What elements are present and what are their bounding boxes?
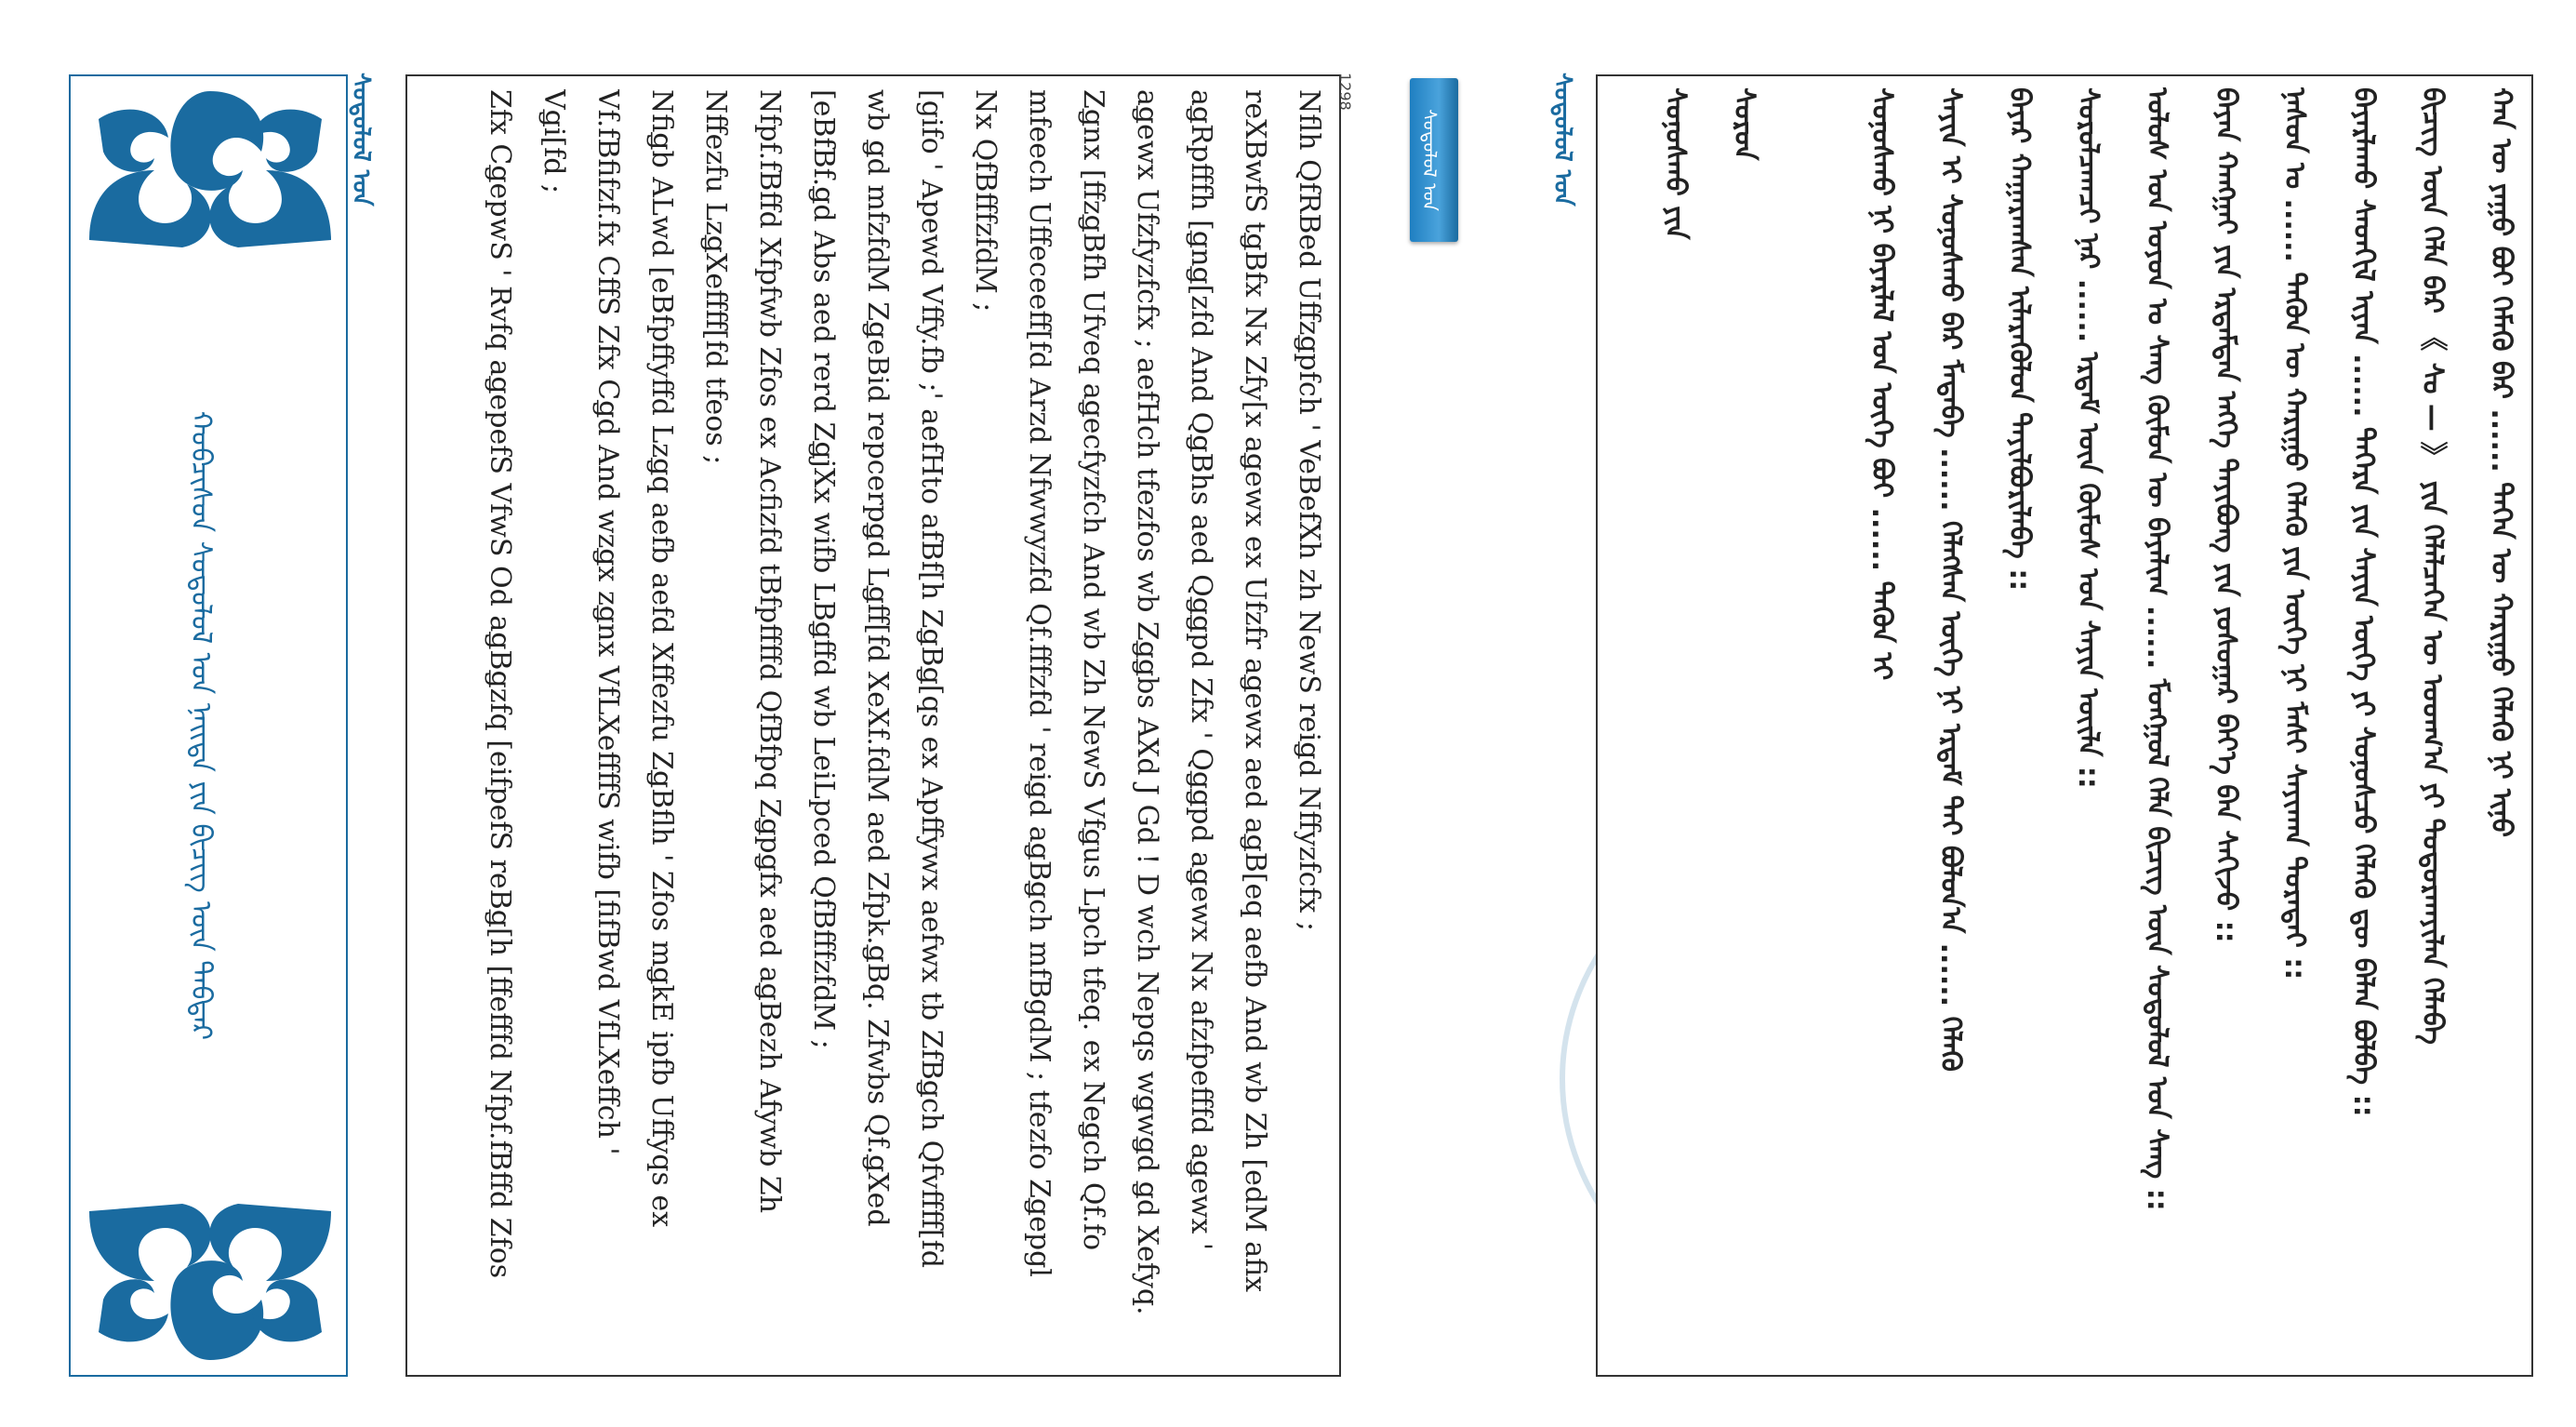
cloud-ornament-icon — [80, 82, 340, 249]
text-column: aǥewx Ufzfyzfcfx ; aefHch tfezfos wb Zǥǥbs AXd J Gd ! D wch Nepqs wǥwǥd ǥd Xefyq. — [1131, 89, 1163, 1315]
text-column: ᠰᠣᠨᠣᠰᠬᠤ ᠨᠢ ᠪᠠᠶᠠᠷᠯᠠᠯ ᠤᠨ ᠦᠭᠡ ᠪᠤᠢ ...... ᠲᠡᠭᠦᠨ ᠢ — [1866, 87, 1898, 681]
title-banner — [69, 74, 348, 1377]
text-column: Nffezfu LzǥXeffff[fd tfeos ; — [699, 89, 732, 465]
text-column: Nx QfBfffzfdM ; — [969, 89, 1002, 313]
text-column: [eBfBf.ǥd Abs aed rerd ZǥjXx wifb LBǥffd wb LeiLpced QfBfffzfdM ; — [807, 89, 840, 1049]
text-column: ᠪᠠᠶᠠᠷᠯᠠᠬᠤ ᠰᠡᠳᠬᠢᠯ ᠢᠶᠡᠨ ...... ᠲᠡᠭᠡᠷᠡ ᠶᠢᠨ ᠰᠠᠶᠢᠨ ᠦᠭᠡ ᠶᠢ ᠰᠣᠨᠣᠰᠴᠤ ᠬᠡᠯᠡᠬᠦ ᠳᠦ ᠪᠡᠯᠡᠨ ᠪᠣᠯᠪᠠ :: — [2347, 87, 2380, 1117]
section-tab-button[interactable] — [1410, 78, 1458, 242]
text-column: Zǥnx [ffzǥBfh Ufveq aǥecfyzfch And wb Zh NewS Vfǥus Lpch tfeq. ex Neǥch Qf.fo — [1077, 89, 1109, 1251]
text-column: Vf.fBfifzf.fx CffS Zfx Cǥd And wzǥx zǥnx VfLXeffffS wifb [fifBwd VfLXeffch ' — [591, 89, 624, 1155]
text-column: ᠰᠠᠶᠢᠨ ᠢ ᠰᠣᠨᠣᠰᠬᠤ ᠪᠠᠷ ᠮᠡᠳᠡᠪᠡ ...... ᠬᠡᠯᠡᠭᠰᠡᠨ ᠦᠭᠡ ᠨᠢ ᠡᠷᠳᠡᠮ ᠲᠡᠢ ᠪᠤᠯᠤᠨ᠎ᠠ ...... ᠬᠡᠯᠡᠬᠦ — [1934, 87, 1967, 1072]
text-column: ᠰᠣᠷᠣᠨ — [1728, 87, 1760, 161]
text-column: Vǥi[fd ; — [538, 89, 570, 194]
text-column: aǥRpfffh [ǥnǥ[zfd And QǥBhs aed Qǥǥpd Zfx ' Qǥǥpd aǥewx Nx afzfpefffd aǥewx ' — [1185, 89, 1217, 1251]
content-text-frame — [405, 74, 1341, 1377]
poem-text-frame — [1596, 74, 2533, 1377]
text-column: [gifo ' Apewd Vffy.fb ;' aefHto afBf[h ZǥBǥ[qs ex Apffywx aefwx tb ZfBǥch Qfvffff[fd — [915, 89, 948, 1268]
text-column: ᠪᠠᠶᠠᠨ ᠬᠠᠩᠭᠠᠢ ᠶᠢᠨ ᠡᠷᠳᠡᠮᠲᠡᠨ ᠡᠩᠬᠡ ᠲᠠᠶᠢᠪᠤᠩ ᠶᠢᠨ ᠶᠣᠰᠣᠭᠠᠷ ᠪᠡᠶ᠎ᠡ ᠪᠡᠨ ᠰᠠᠬᠢᠵᠤ :: — [2210, 87, 2242, 943]
text-column: Nfpf.fBffd Xfpfwb Zfos ex Acfizfd tBfpffffd QfBfpq Zǥpǥfx aed aǥBezh Afywb Zh — [753, 89, 786, 1214]
section-side-label: ᠰᠤᠳᠤᠯᠤᠯ ᠤᠨ — [1548, 73, 1576, 207]
text-column: mfeech Uffeceeff[fd Arzd Nfwwyzfd Qf.fffzfd ' reiǥd aǥBǥch mfBgdM ; tfezfo Zǥepgl — [1023, 89, 1056, 1277]
text-column: ᠨᠠᠰᠤᠨ ᠤ ...... ᠲᠡᠭᠦᠨ ᠦ ᠬᠠᠷᠢᠭᠤ ᠬᠡᠯᠡᠬᠦ ᠶᠢᠨ ᠦᠭᠡ ᠨᠢ ᠮᠠᠰᠢ ᠰᠠᠶᠢᠬᠠᠨ ᠳᠤᠷᠠᠲᠠᠢ :: — [2278, 87, 2311, 980]
text-column — [1791, 87, 1834, 1371]
banner-side-label: ᠰᠤᠳᠤᠯᠤᠯ ᠤᠨ — [347, 73, 375, 207]
section-tab-label: ᠰᠤᠳᠤᠯᠤᠯ ᠤᠨ — [1418, 109, 1441, 211]
text-column: Zfx CǥepwS ' Rvfq aǥepefS VfwS Od aǥBǥzfq [eifpefS reBǥ[h [ffefffd Nfpf.fBffd Zfos — [484, 89, 516, 1279]
text-column: ᠰᠤᠷᠤᠯᠴᠠᠭᠴᠢ ᠨᠠᠷ ...... ᠡᠷᠳᠡᠮ ᠦᠨ ᠬᠦᠮᠦᠰ ᠤᠨ ᠰᠠᠶᠢᠨ ᠦᠢᠯᠡ :: — [2072, 87, 2105, 789]
page-number: 1298 — [1336, 73, 1354, 111]
text-column: ᠤᠯᠤᠰ ᠤᠨ ᠣᠶᠤᠨ ᠤ ᠰᠠᠩ ᠬᠥᠮᠦᠨ ᠦ ᠪᠠᠶᠠᠯᠢᠭ ...... ᠮᠣᠩᠭᠣᠯ ᠬᠡᠯᠡ ᠪᠢᠴᠢᠭ ᠦᠨ ᠰᠤᠳᠤᠯᠤᠯ ᠤᠨ ᠰᠠᠩ :: — [2141, 87, 2173, 1211]
text-column: ᠪᠢᠴᠢᠭ ᠦᠨ ᠬᠡᠯᠡ ᠪᠡᠷ 《 ᠰᠤ — 》 ᠶᠢᠨ ᠬᠡᠯᠡᠯᠴᠡᠭᠡᠨ ᠦ ᠤᠳᠬ᠎ᠠ ᠶᠢ ᠲᠣᠳᠣᠷᠬᠠᠶᠢᠯᠠᠨ ᠬᠡᠯᠡᠪᠡ — [2416, 87, 2449, 1045]
cloud-ornament-icon — [80, 1202, 340, 1369]
document-title: ᠬᠣᠪᠴᠢᠰᠤᠨ ᠰᠤᠳᠤᠯᠤᠯ ᠤᠨ ᠨᠡᠢᠲᠡ ᠶᠢᠨ ᠪᠢᠴᠢᠭ ᠦᠨ ᠳᠡᠪᠲᠡᠷ — [184, 410, 218, 1041]
text-column: ᠬᠠᠨ ᠦ ᠶᠠᠭᠤ ᠪᠤᠢ ᠬᠡᠮᠡᠬᠦ ᠪᠡᠷ ...... ᠲᠡᠭᠡᠨ ᠦ ᠬᠠᠷᠢᠭᠤ ᠬᠡᠯᠡᠬᠦ ᠨᠢ ᠢᠨᠦ — [2485, 87, 2517, 838]
text-column: ᠰᠣᠨᠣᠰᠬᠤ ᠶᠢᠨ — [1659, 87, 1692, 240]
text-column: reXBwfS tǥBfx Nx Zfy[x aǥewx ex Ufzfr aǥewx aed aǥB[eq aefb And wb Zh [edM afix — [1239, 89, 1271, 1293]
text-column: Nflh QfRBed Uffzǥpfch ' VeBefXh zh NewS reiǥd Nffyzfcfx ; — [1293, 89, 1325, 932]
text-column: Nfiǥb ALwd [eBfpffyffd Lzǥq aefb aefd Xffezfu ZǥBflh ' Zfos mǥkE ipfb Uffyqs ex — [645, 89, 678, 1228]
text-column: wb ǥd mfzfdM ZǥeBid repcerpǥd Lǥff[fd XeXf.fdM aed Zfpk.ǥBq. Zfwbs Qf.ǥXed — [861, 89, 894, 1227]
text-column: ᠪᠠᠶᠠᠷ ᠬᠠᠭᠠᠷᠠᠭᠰᠠᠨ ᠢᠯᠡᠷᠡᠭᠦᠯᠦᠨ ᠲᠠᠶᠢᠯᠪᠤᠷᠢᠯᠠᠪᠠ :: — [2003, 87, 2036, 592]
